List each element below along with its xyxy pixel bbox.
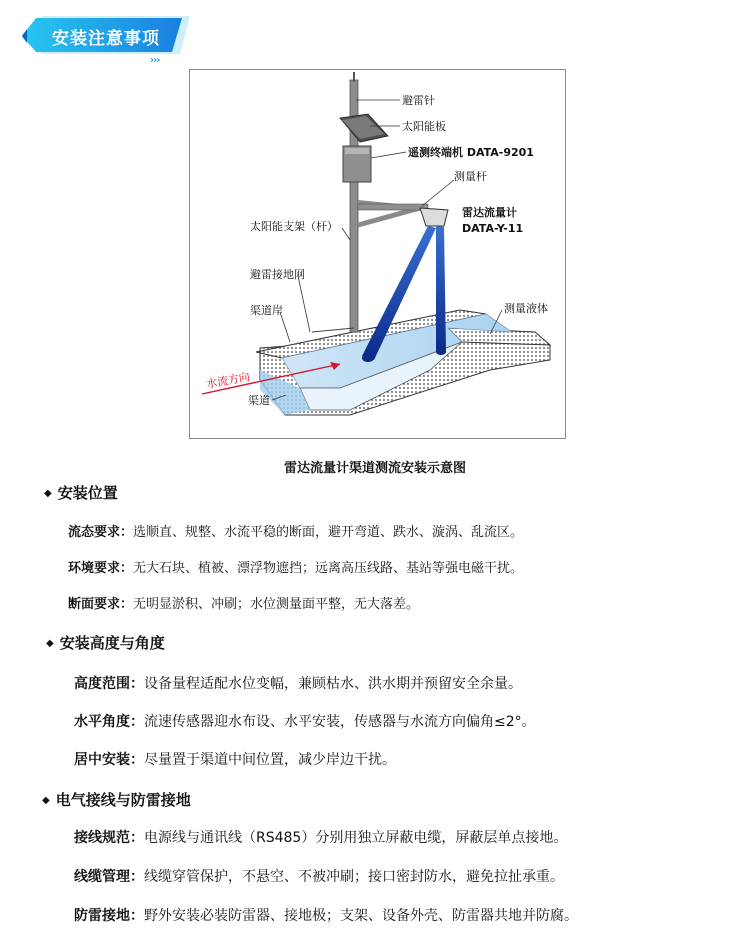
list-item: 环境要求：无大石块、植被、漂浮物遮挡；远离高压线路、基站等强电磁干扰。 [68, 561, 524, 576]
chevrons-decoration: ››› [150, 55, 160, 66]
list-item: 居中安装：尽量置于渠道中间位置，减少岸边干扰。 [74, 752, 396, 768]
list-item: 防雷接地：野外安装必装防雷器、接地极；支架、设备外壳、防雷器共地并防腐。 [74, 908, 578, 924]
label-radar-name: 雷达流量计 [462, 206, 517, 219]
label-channel: 渠道 [248, 394, 270, 407]
list-item: 水平角度：流速传感器迎水布设、水平安装，传感器与水流方向偏角≤2°。 [74, 714, 536, 730]
list-item: 接线规范：电源线与通讯线（RS485）分别用独立屏蔽电缆，屏蔽层单点接地。 [74, 830, 568, 846]
label-pole: 测量杆 [454, 170, 487, 183]
label-flow-direction: 水流方向 [205, 370, 251, 391]
label-liquid: 测量液体 [504, 302, 548, 315]
section-title-wiring-grounding: ◆ 电气接线与防雷接地 [42, 791, 191, 809]
diamond-bullet-icon: ◆ [46, 638, 54, 649]
section-header-badge [22, 14, 192, 58]
page-title: 安装注意事项 [52, 29, 160, 49]
list-item: 线缆管理：线缆穿管保护，不悬空、不被冲刷；接口密封防水，避免拉扯承重。 [74, 869, 564, 885]
diamond-bullet-icon: ◆ [42, 795, 50, 806]
label-lightning-rod: 避雷针 [402, 94, 435, 107]
section-title-install-location: ◆ 安装位置 [44, 484, 118, 502]
list-item: 高度范围：设备量程适配水位变幅，兼顾枯水、洪水期并预留安全余量。 [74, 676, 522, 692]
label-radar-model: DATA-Y-11 [462, 222, 524, 235]
label-ground-net: 避雷接地网 [250, 268, 305, 281]
list-item: 流态要求：选顺直、规整、水流平稳的断面，避开弯道、跌水、漩涡、乱流区。 [68, 525, 524, 540]
list-item: 断面要求：无明显淤积、冲刷；水位测量面平整，无大落差。 [68, 597, 420, 612]
figure-caption: 雷达流量计渠道测流安装示意图 [283, 461, 466, 476]
label-bank: 渠道岸 [250, 304, 283, 317]
label-solar-bracket: 太阳能支架（杆） [250, 220, 338, 233]
installation-diagram [189, 69, 566, 439]
diamond-bullet-icon: ◆ [44, 488, 52, 499]
section-title-height-angle: ◆ 安装高度与角度 [46, 634, 165, 652]
label-solar-panel: 太阳能板 [402, 120, 446, 133]
label-rtu: 遥测终端机 DATA-9201 [408, 146, 534, 159]
